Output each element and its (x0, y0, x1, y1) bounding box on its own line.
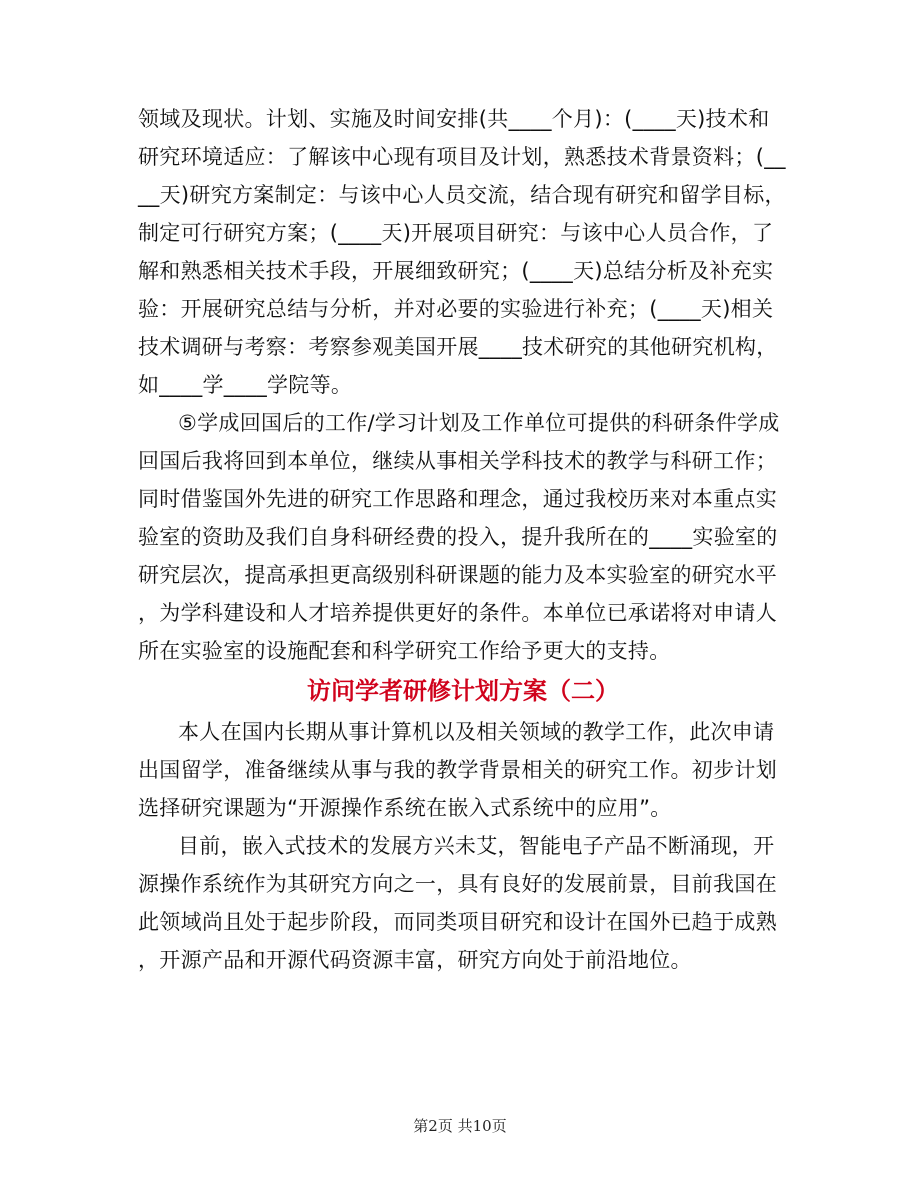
text-line: ，为学科建设和人才培养提供更好的条件。本单位已承诺将对申请人 (138, 601, 777, 625)
text-line: 解和熟悉相关技术手段，开展细致研究；(____天)总结分析及补充实 (138, 259, 774, 283)
section-title: 访问学者研修计划方案（二） (307, 677, 619, 705)
text-line: 回国后我将回到本单位，继续从事相关学科技术的教学与科研工作； (138, 449, 777, 473)
text-line: 此领域尚且处于起步阶段，而同类项目研究和设计在国外已趋于成熟 (138, 910, 777, 934)
text-line: ，开源产品和开源代码资源丰富，研究方向处于前沿地位。 (138, 948, 692, 972)
paragraph-return-plan (138, 404, 788, 670)
text-line: 验室的资助及我们自身科研经费的投入，提升我所在的____实验室的 (138, 525, 778, 549)
text-line: 研究环境适应：了解该中心现有项目及计划，熟悉技术背景资料；(__ (138, 145, 786, 169)
text-line: 本人在国内长期从事计算机以及相关领域的教学工作，此次申请 (178, 720, 775, 744)
text-line: 研究层次，提高承担更高级别科研课题的能力及本实验室的研究水平 (138, 563, 777, 587)
text-line: 技术调研与考察：考察参观美国开展____技术研究的其他研究机构， (138, 335, 778, 359)
paragraph-introduction (138, 713, 788, 827)
paragraph-background (138, 827, 788, 979)
text-line: 源操作系统作为其研究方向之一，具有良好的发展前景，目前我国在 (138, 872, 777, 896)
text-line: 目前，嵌入式技术的发展方兴未艾，智能电子产品不断涌现，开 (178, 834, 775, 858)
text-line: 出国留学，准备继续从事与我的教学背景相关的研究工作。初步计划 (138, 758, 777, 782)
text-line: 所在实验室的设施配套和科学研究工作给予更大的支持。 (138, 639, 671, 663)
text-line: 如____学____学院等。 (138, 373, 353, 397)
text-line: 制定可行研究方案；(____天)开展项目研究：与该中心人员合作，了 (138, 221, 774, 245)
page-number-footer: 第2页 共10页 (413, 1117, 507, 1135)
text-line: 选择研究课题为“开源操作系统在嵌入式系统中的应用”。 (138, 796, 672, 820)
text-line: 领域及现状。计划、实施及时间安排(共____个月)：(____天)技术和 (138, 107, 770, 131)
text-line: 同时借鉴国外先进的研究工作思路和理念，通过我校历来对本重点实 (138, 487, 777, 511)
paragraph-research-schedule (138, 100, 788, 404)
text-line: ⑤学成回国后的工作/学习计划及工作单位可提供的科研条件学成 (178, 411, 780, 435)
document-body (138, 100, 788, 979)
text-line: __天)研究方案制定：与该中心人员交流，结合现有研究和留学目标， (138, 183, 786, 207)
text-line: 验：开展研究总结与分析，并对必要的实验进行补充；(____天)相关 (138, 297, 774, 321)
